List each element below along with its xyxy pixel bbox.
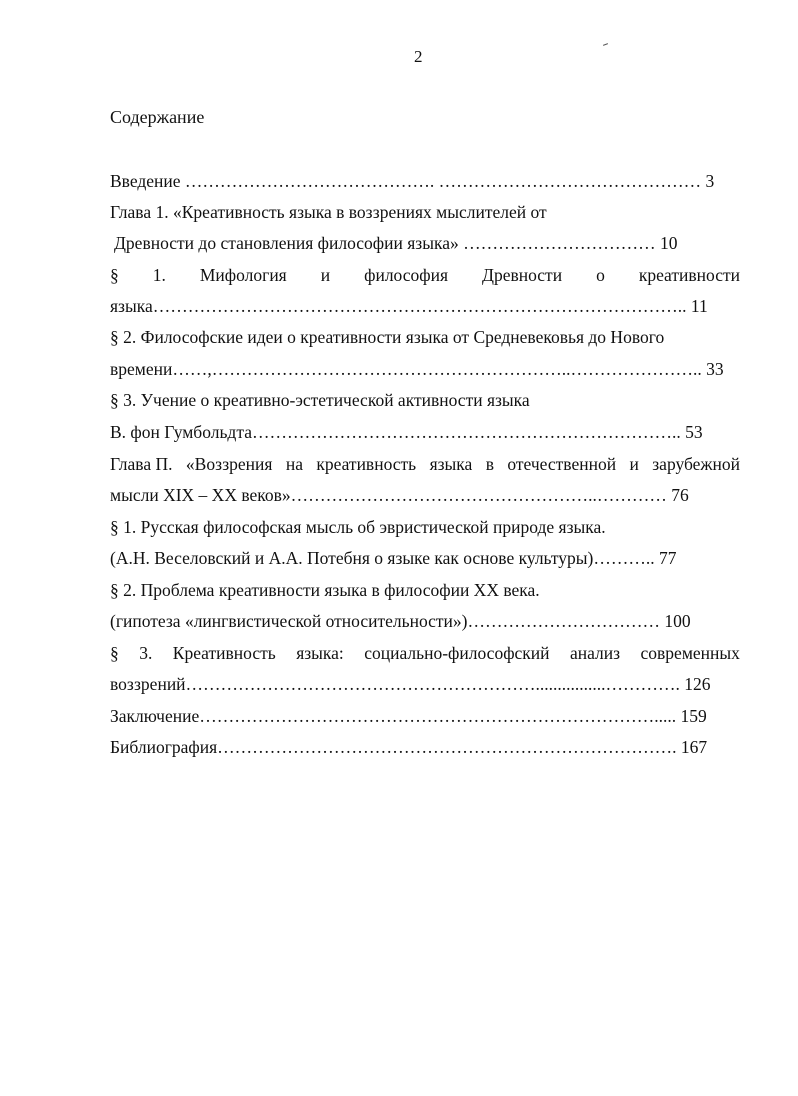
toc-word: § <box>110 265 119 285</box>
toc-word: креативность <box>316 454 417 474</box>
toc-entry-chapter2-title <box>110 453 740 475</box>
toc-entry-section2-2: § 2. Проблема креативности языка в философии XX века. <box>110 580 540 600</box>
scan-artifact <box>603 43 608 46</box>
toc-word: и <box>629 454 639 474</box>
toc-entry-section2-2-cont: (гипотеза «лингвистической относительности»)…………………………… 100 <box>110 611 691 631</box>
toc-word: «Воззрения <box>185 454 273 474</box>
toc-entry-section1-2: § 2. Философские идеи о креативности языка от Средневековья до Нового <box>110 327 665 347</box>
toc-word: в <box>485 454 494 474</box>
toc-entry-section2-3 <box>110 642 740 664</box>
toc-entry-chapter1-title-cont: Древности до становления философии языка» …………………………… 10 <box>114 233 678 253</box>
toc-entry-section1-1-cont: языка……………………………………………………………………………….. 11 <box>110 296 708 316</box>
contents-heading: Содержание <box>110 107 205 127</box>
toc-word: философия <box>364 265 449 285</box>
toc-word: отечественной <box>507 454 617 474</box>
toc-word: Глава П. <box>110 454 173 474</box>
toc-word: анализ <box>570 643 621 663</box>
page-number: 2 <box>414 47 423 66</box>
toc-word: современных <box>640 643 740 663</box>
toc-entry-section2-1: § 1. Русская философская мысль об эвристической природе языка. <box>110 517 606 537</box>
toc-word: на <box>285 454 303 474</box>
toc-word: социально-философский <box>364 643 550 663</box>
toc-entry-introduction: Введение ……………………………………. ……………………………………… 3 <box>110 171 715 191</box>
toc-entry-section1-3: § 3. Учение о креативно-эстетической активности языка <box>110 390 530 410</box>
toc-word: зарубежной <box>652 454 740 474</box>
toc-entry-section1-1 <box>110 264 740 286</box>
toc-entry-section1-2-cont: времени……,……………………………………………………..………………….. 33 <box>110 359 724 379</box>
toc-word: языка <box>429 454 473 474</box>
toc-word: креативности <box>638 265 740 285</box>
toc-word: 1. <box>152 265 166 285</box>
toc-entry-conclusion: Заключение……………………………………………………………………..... 159 <box>110 706 707 726</box>
toc-word: о <box>596 265 605 285</box>
toc-word: языка: <box>296 643 344 663</box>
toc-word: Креативность <box>172 643 276 663</box>
toc-word: Древности <box>482 265 563 285</box>
toc-entry-section2-1-cont: (А.Н. Веселовский и А.А. Потебня о языке как основе культуры)……….. 77 <box>110 548 677 568</box>
toc-word: Мифология <box>199 265 287 285</box>
toc-entry-chapter2-title-cont: мысли XIX – XX веков»……………………………………………..………… 76 <box>110 485 689 505</box>
toc-word: 3. <box>139 643 153 663</box>
toc-word: и <box>320 265 331 285</box>
toc-word: § <box>110 643 119 663</box>
toc-entry-section2-3-cont: воззрений……………………………………………………................…………. 126 <box>110 674 711 694</box>
toc-entry-bibliography: Библиография……………………………………………………………………. 167 <box>110 737 708 757</box>
toc-entry-section1-3-cont: В. фон Гумбольдта……………………………………………………………….. 53 <box>110 422 703 442</box>
toc-entry-chapter1-title: Глава 1. «Креативность языка в воззрениях мыслителей от <box>110 202 547 222</box>
